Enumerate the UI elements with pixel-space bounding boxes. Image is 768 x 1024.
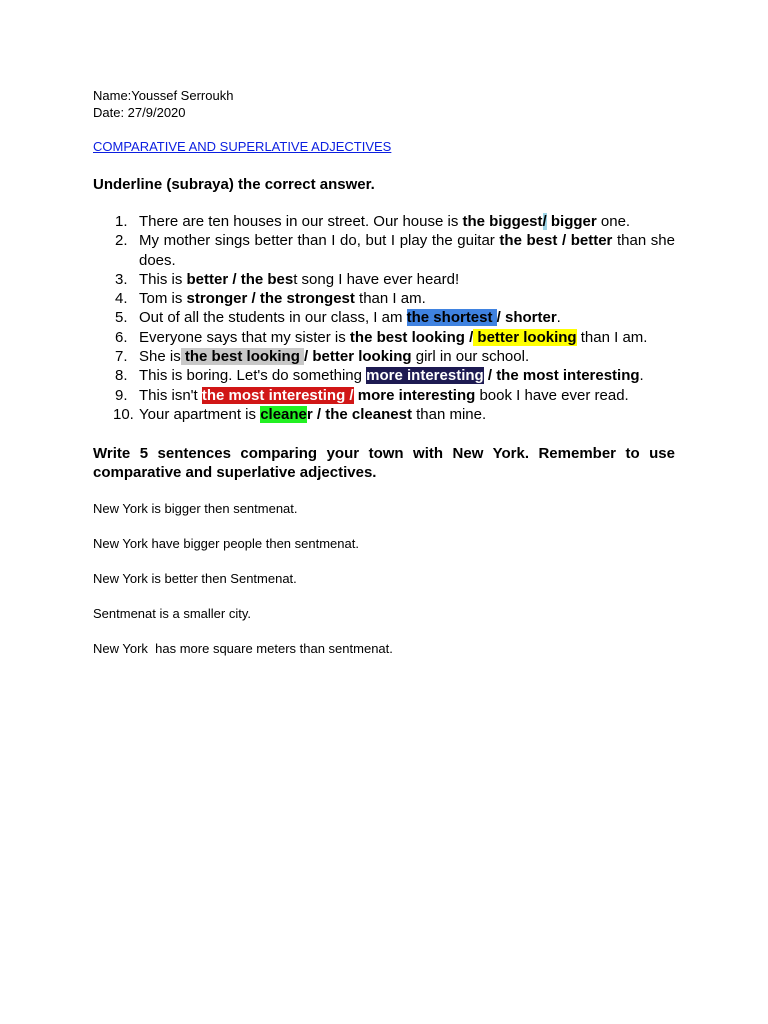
answer-sentence-5: New York has more square meters than sentmenat. bbox=[93, 641, 393, 656]
answer-option: the best looking / bbox=[349, 328, 474, 346]
answer-option: / the most interesting bbox=[483, 367, 640, 385]
exercise-item-9: 9. This isn't the most interesting / more interesting book I have ever read. bbox=[115, 386, 629, 404]
answer-sentence-1: New York is bigger then sentmenat. bbox=[93, 501, 298, 516]
exercise-item-2: 2. My mother sings better than I do, but I play the guitar the best / better than she does. bbox=[115, 232, 675, 269]
highlighted-answer: better looking bbox=[473, 328, 577, 346]
exercise-item-3: 3. This is better / the best song I have ever heard! bbox=[115, 270, 460, 288]
answer-options: stronger / the strongest bbox=[186, 290, 355, 308]
highlighted-answer: the best looking bbox=[180, 348, 305, 366]
worksheet-title: COMPARATIVE AND SUPERLATIVE ADJECTIVES bbox=[93, 139, 392, 154]
item-number: 10. bbox=[113, 405, 134, 423]
answer-sentence-2: New York have bigger people then sentmenat. bbox=[93, 536, 359, 551]
exercise-item-4: 4. Tom is stronger / the strongest than I am. bbox=[115, 290, 426, 308]
writing-task-instruction: Write 5 sentences comparing your town with New York. Remember to use comparative and superlative adjectives. bbox=[93, 445, 675, 481]
exercise-list bbox=[93, 212, 675, 424]
exercise-item-5: 5. Out of all the students in our class, I am the shortest / shorter. bbox=[115, 309, 561, 327]
item-number: 7. bbox=[115, 348, 128, 366]
answer-option: / better looking bbox=[304, 348, 412, 366]
worksheet-date: Date: 27/9/2020 bbox=[93, 105, 186, 120]
item-number: 9. bbox=[115, 386, 128, 404]
answer-sentence-3: New York is better then Sentmenat. bbox=[93, 571, 297, 586]
highlighted-answer: more interesting bbox=[366, 367, 484, 385]
answer-option: bigger bbox=[546, 213, 597, 230]
item-number: 3. bbox=[115, 270, 128, 288]
exercise-instruction: Underline (subraya) the correct answer. bbox=[93, 176, 375, 193]
exercise-item-7: 7. She is the best looking / better looking girl in our school. bbox=[115, 348, 530, 366]
item-number: 4. bbox=[115, 290, 128, 308]
answer-sentence-4: Sentmenat is a smaller city. bbox=[93, 606, 251, 621]
answer-option: more interesting bbox=[353, 386, 476, 404]
answer-options: the best / better bbox=[499, 232, 613, 250]
item-number: 6. bbox=[115, 328, 128, 346]
item-number: 5. bbox=[115, 309, 128, 327]
highlighted-answer: the most interesting / bbox=[201, 386, 354, 404]
exercise-item-10: 10. Your apartment is cleaner / the cleanest than mine. bbox=[113, 405, 487, 423]
exercise-item-8: 8. This is boring. Let's do something more interesting / the most interesting. bbox=[115, 367, 644, 385]
highlighted-separator: / bbox=[542, 213, 547, 230]
answer-option: the biggest bbox=[462, 213, 543, 230]
exercise-item-1: 1. There are ten houses in our street. Our house is the biggest/ bigger one. bbox=[115, 213, 631, 230]
answer-options: better / the bes bbox=[186, 270, 294, 288]
student-name: Name:Youssef Serroukh bbox=[93, 88, 234, 103]
answer-option: r / the cleanest bbox=[306, 405, 412, 423]
item-number: 1. bbox=[115, 213, 128, 230]
item-number: 8. bbox=[115, 367, 128, 385]
answer-option: / shorter bbox=[496, 309, 557, 327]
exercise-item-6: 6. Everyone says that my sister is the best looking / better looking than I am. bbox=[115, 328, 648, 346]
highlighted-answer: the shortest bbox=[406, 309, 497, 327]
item-number: 2. bbox=[115, 232, 128, 250]
highlighted-answer: cleane bbox=[260, 405, 307, 423]
